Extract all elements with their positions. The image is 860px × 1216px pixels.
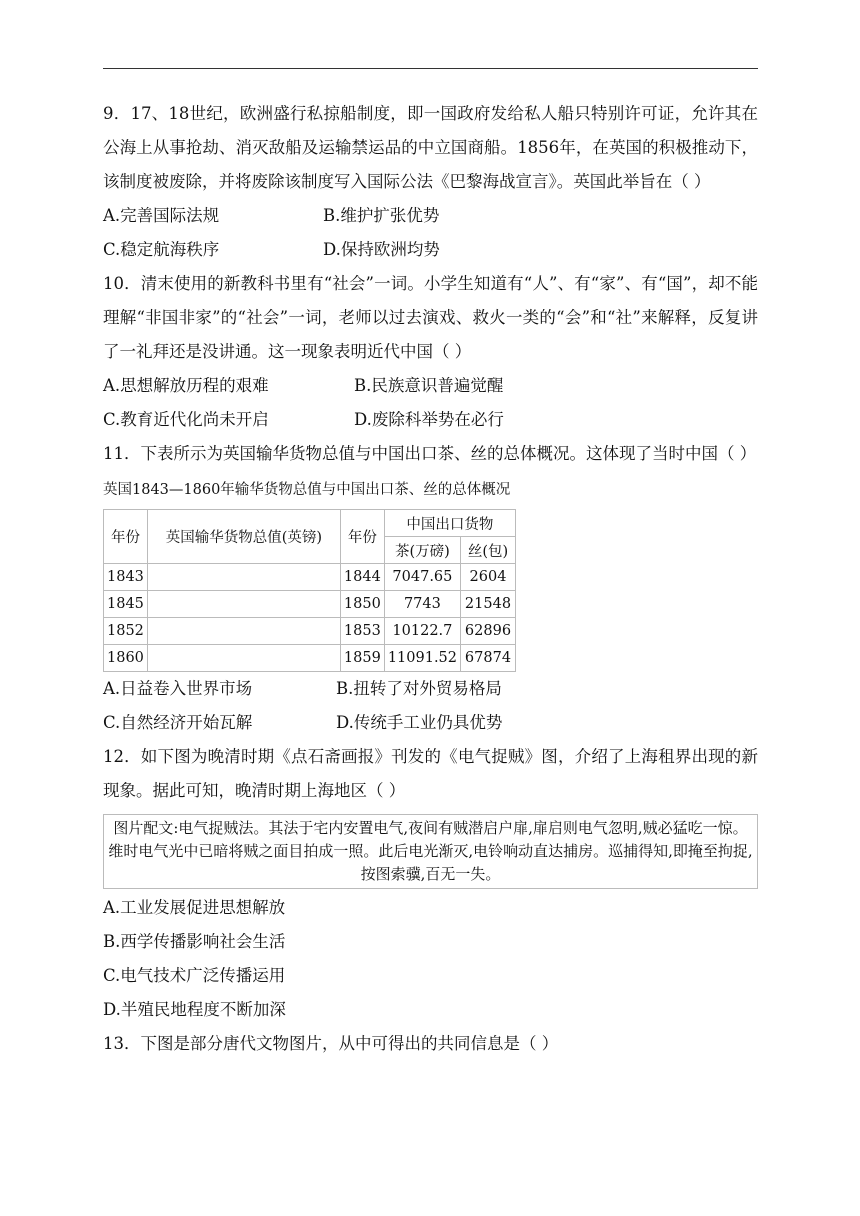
- option-c[interactable]: C.自然经济开始瓦解: [103, 713, 253, 732]
- option-b[interactable]: B.西学传播影响社会生活: [103, 932, 286, 951]
- question-12-option-b: [103, 925, 758, 959]
- question-12-option-c: [103, 959, 758, 993]
- option-b[interactable]: B.维护扩张优势: [323, 206, 440, 225]
- table-row: [104, 645, 516, 672]
- option-d[interactable]: D.保持欧洲均势: [323, 240, 440, 259]
- option-a[interactable]: A.完善国际法规: [103, 206, 220, 225]
- table-caption: 英国1843—1860年输华货物总值与中国出口茶、丝的总体概况: [103, 482, 511, 498]
- cell-british-value: [147, 591, 340, 618]
- cell-year: 1845: [104, 591, 148, 618]
- cell-tea: 7743: [384, 591, 460, 618]
- option-d[interactable]: D.传统手工业仍具优势: [336, 713, 503, 732]
- cell-british-value: [147, 564, 340, 591]
- cell-silk: 62896: [461, 618, 516, 645]
- option-b[interactable]: B.民族意识普遍觉醒: [354, 376, 504, 395]
- question-12-stem: 12．如下图为晚清时期《点石斋画报》刊发的《电气捉贼》图，介绍了上海租界出现的新现象。据此可知，晚清时期上海地区（ ）: [103, 747, 758, 800]
- header-china-exports: 中国出口货物: [384, 510, 515, 537]
- option-c[interactable]: C.教育近代化尚未开启: [103, 410, 269, 429]
- cell-silk: 2604: [461, 564, 516, 591]
- question-9-options-row-2: [103, 233, 758, 267]
- option-d[interactable]: D.废除科举势在必行: [354, 410, 504, 429]
- document-page: [103, 97, 758, 1061]
- table-header-row: [104, 510, 516, 537]
- cell-year: 1852: [104, 618, 148, 645]
- trade-table: [103, 509, 516, 672]
- cell-year: 1860: [104, 645, 148, 672]
- cell-year-2: 1853: [340, 618, 384, 645]
- question-12-option-d: [103, 993, 758, 1027]
- cell-tea: 7047.65: [384, 564, 460, 591]
- option-a[interactable]: A.日益卷入世界市场: [103, 679, 253, 698]
- header-tea: 茶(万磅): [384, 537, 460, 564]
- cell-british-value: [147, 645, 340, 672]
- cell-silk: 67874: [461, 645, 516, 672]
- option-c[interactable]: C.电气技术广泛传播运用: [103, 966, 286, 985]
- image-caption-box: 图片配文:电气捉贼法。其法于宅内安置电气,夜间有贼潜启户扉,扉启则电气忽明,贼必猛吃一惊。维时电气光中已暗将贼之面目拍成一照。此后电光渐灭,电铃响动直达捕房。巡捕得知,即掩至拘捉,按图索骥,百无一失。: [103, 814, 758, 889]
- option-b[interactable]: B.扭转了对外贸易格局: [336, 679, 502, 698]
- header-silk: 丝(包): [461, 537, 516, 564]
- header-rule: [103, 68, 758, 69]
- cell-british-value: [147, 618, 340, 645]
- question-11-options-row-2: [103, 706, 758, 740]
- option-a[interactable]: A.工业发展促进思想解放: [103, 898, 286, 917]
- header-year-2: 年份: [340, 510, 384, 564]
- table-row: [104, 591, 516, 618]
- option-c[interactable]: C.稳定航海秩序: [103, 240, 220, 259]
- header-year: 年份: [104, 510, 148, 564]
- cell-tea: 10122.7: [384, 618, 460, 645]
- question-10-stem: 10．清末使用的新教科书里有“社会”一词。小学生知道有“人”、有“家”、有“国”，却不能理解“非国非家”的“社会”一词，老师以过去演戏、救火一类的“会”和“社”来解释，反复讲了一礼拜还是没讲通。这一现象表明近代中国（ ）: [103, 274, 758, 361]
- option-d[interactable]: D.半殖民地程度不断加深: [103, 1000, 286, 1019]
- question-13-stem: 13．下图是部分唐代文物图片，从中可得出的共同信息是（ ）: [103, 1034, 559, 1053]
- table-row: [104, 564, 516, 591]
- question-12-option-a: [103, 891, 758, 925]
- question-9-stem: 9．17、18世纪，欧洲盛行私掠船制度，即一国政府发给私人船只特别许可证，允许其在公海上从事抢劫、消灭敌船及运输禁运品的中立国商船。1856年，在英国的积极推动下，该制度被废除，并将废除该制度写入国际公法《巴黎海战宣言》。英国此举旨在（ ）: [103, 104, 758, 191]
- cell-silk: 21548: [461, 591, 516, 618]
- cell-year-2: 1850: [340, 591, 384, 618]
- table-row: [104, 618, 516, 645]
- cell-year: 1843: [104, 564, 148, 591]
- question-11-options-row-1: [103, 672, 758, 706]
- cell-year-2: 1859: [340, 645, 384, 672]
- question-9-options-row-1: [103, 199, 758, 233]
- question-10-options-row-2: [103, 403, 758, 437]
- header-british-goods: 英国输华货物总值(英镑): [147, 510, 340, 564]
- cell-tea: 11091.52: [384, 645, 460, 672]
- question-10-options-row-1: [103, 369, 758, 403]
- question-11-stem: 11．下表所示为英国输华货物总值与中国出口茶、丝的总体概况。这体现了当时中国（ ）: [103, 444, 757, 463]
- cell-year-2: 1844: [340, 564, 384, 591]
- option-a[interactable]: A.思想解放历程的艰难: [103, 376, 269, 395]
